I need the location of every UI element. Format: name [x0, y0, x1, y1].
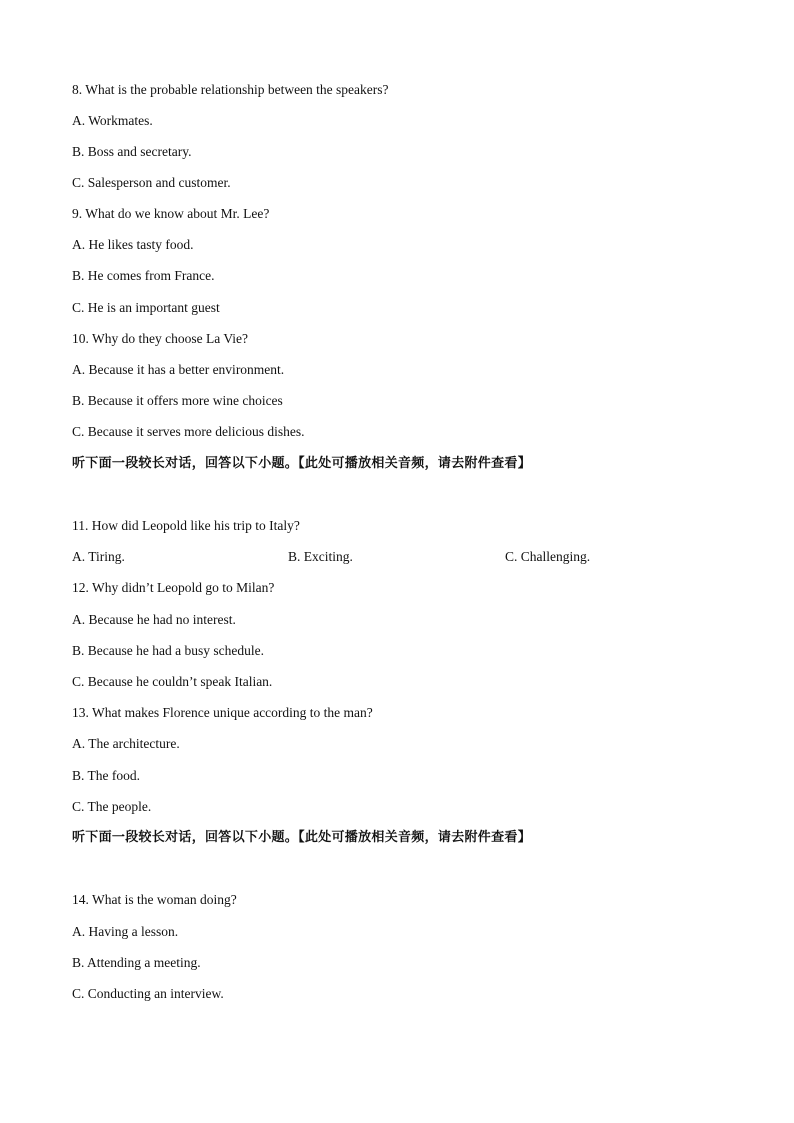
question-11: 11. How did Leopold like his trip to Italy?	[72, 518, 300, 533]
listening-instruction-1: 听下面一段较长对话，回答以下小题。【此处可播放相关音频，请去附件查看】	[72, 456, 532, 471]
question-13: 13. What makes Florence unique according to the man?	[72, 705, 373, 720]
q13-option-a: A. The architecture.	[72, 736, 180, 751]
q9-option-a: A. He likes tasty food.	[72, 237, 194, 252]
question-9: 9. What do we know about Mr. Lee?	[72, 206, 270, 221]
q9-option-b: B. He comes from France.	[72, 268, 215, 283]
q14-option-c: C. Conducting an interview.	[72, 986, 224, 1001]
q11-option-c: C. Challenging.	[505, 549, 591, 564]
q8-option-a: A. Workmates.	[72, 113, 153, 128]
q14-option-a: A. Having a lesson.	[72, 924, 179, 939]
q8-option-b: B. Boss and secretary.	[72, 144, 192, 159]
q11-option-b: B. Exciting.	[288, 549, 353, 564]
q13-option-b: B. The food.	[72, 768, 140, 783]
q12-option-a: A. Because he had no interest.	[72, 612, 236, 627]
question-10: 10. Why do they choose La Vie?	[72, 331, 249, 346]
q11-options-row	[72, 548, 712, 566]
q13-option-c: C. The people.	[72, 799, 152, 814]
q10-option-b: B. Because it offers more wine choices	[72, 393, 283, 408]
question-14: 14. What is the woman doing?	[72, 892, 237, 907]
q11-option-a: A. Tiring.	[72, 549, 125, 564]
q12-option-b: B. Because he had a busy schedule.	[72, 643, 264, 658]
listening-instruction-2: 听下面一段较长对话，回答以下小题。【此处可播放相关音频，请去附件查看】	[72, 830, 532, 845]
q8-option-c: C. Salesperson and customer.	[72, 175, 231, 190]
q10-option-c: C. Because it serves more delicious dishes.	[72, 424, 305, 439]
q9-option-c: C. He is an important guest	[72, 300, 220, 315]
q10-option-a: A. Because it has a better environment.	[72, 362, 285, 377]
question-8: 8. What is the probable relationship between the speakers?	[72, 82, 389, 97]
q14-option-b: B. Attending a meeting.	[72, 955, 201, 970]
q12-option-c: C. Because he couldn’t speak Italian.	[72, 674, 273, 689]
question-12: 12. Why didn’t Leopold go to Milan?	[72, 580, 275, 595]
